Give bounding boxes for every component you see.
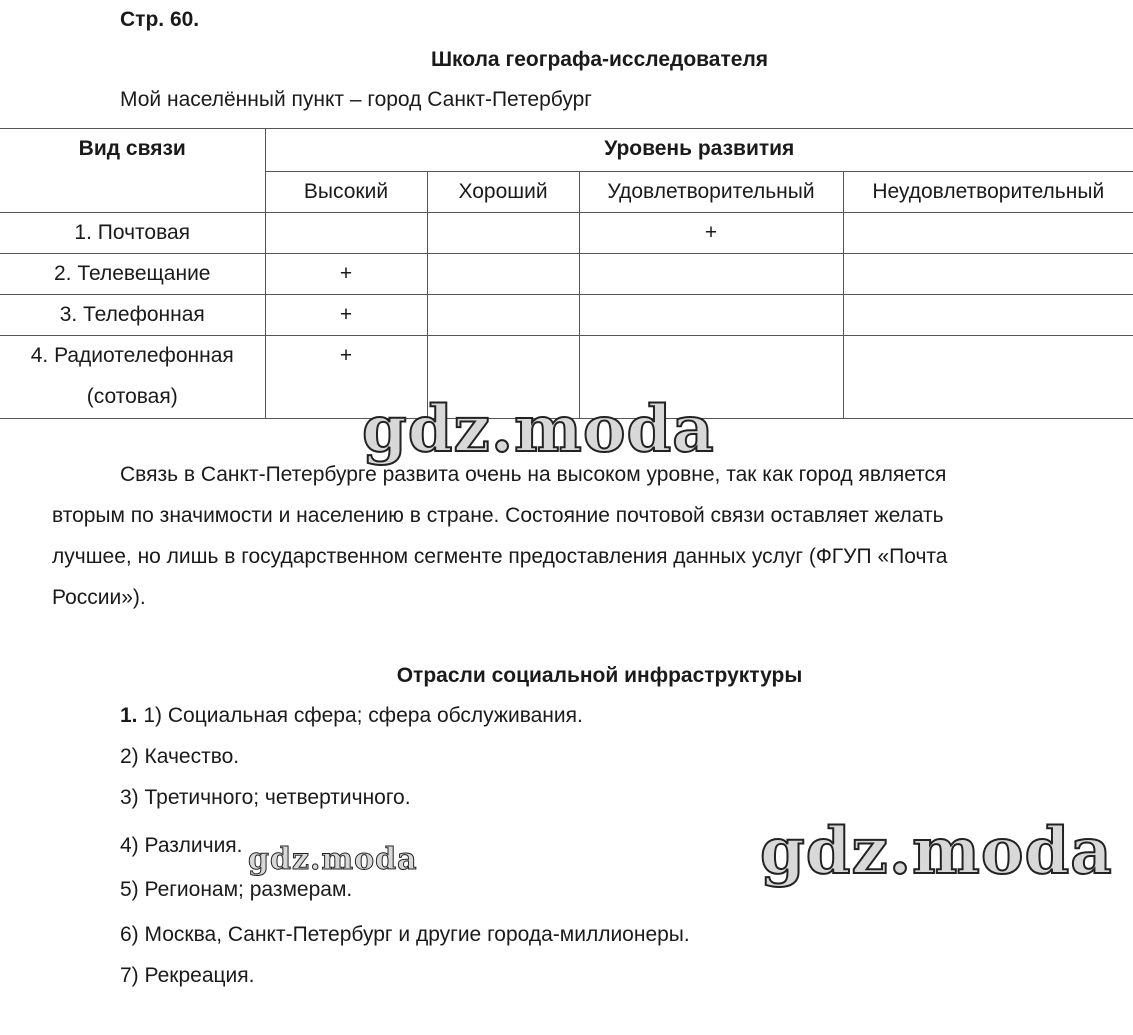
header-development-level: Уровень развития — [265, 129, 1133, 172]
watermark: gdz.moda — [362, 392, 715, 467]
row-type: 2. Телевещание — [0, 254, 265, 295]
mark-cell — [843, 336, 1133, 419]
mark-cell — [579, 295, 843, 336]
mark-cell — [265, 213, 427, 254]
mark-cell — [843, 295, 1133, 336]
row-type: 3. Телефонная — [0, 295, 265, 336]
table-row — [0, 254, 1133, 295]
list-item: 7) Рекреация. — [120, 964, 255, 987]
header-connection-type: Вид связи — [0, 129, 265, 213]
mark-cell — [427, 254, 579, 295]
list-item: 4) Различия. — [120, 834, 243, 857]
header-level-satisfactory: Удовлетворительный — [579, 172, 843, 213]
description-paragraph: Связь в Санкт-Петербурге развита очень на высоком уровне, так как город является вторым по значимости и населению в стране. Состояние почтовой связи оставляет желать лучшее, но лишь в государственном сегменте предоставления данных услуг (ФГУП «Почта России»). — [52, 463, 948, 609]
list-item: 1. 1) Социальная сфера; сфера обслуживания. — [120, 704, 583, 727]
communication-table — [0, 128, 1133, 419]
header-level-unsatisfactory: Неудовлетворительный — [843, 172, 1133, 213]
mark-cell: + — [265, 336, 427, 419]
mark-cell — [843, 213, 1133, 254]
row-type: 1. Почтовая — [0, 213, 265, 254]
list-item: 3) Третичного; четвертичного. — [120, 786, 411, 809]
intro-line: Мой населённый пункт – город Санкт-Петербург — [120, 88, 592, 111]
table-row — [0, 213, 1133, 254]
mark-cell: + — [265, 254, 427, 295]
row-type: 4. Радиотелефонная (сотовая) — [0, 336, 265, 419]
mark-cell: + — [265, 295, 427, 336]
mark-cell: + — [579, 213, 843, 254]
list-item: 6) Москва, Санкт-Петербург и другие города-миллионеры. — [120, 923, 690, 946]
watermark: gdz.moda — [248, 842, 418, 877]
mark-cell — [843, 254, 1133, 295]
header-level-good: Хороший — [427, 172, 579, 213]
mark-cell — [579, 254, 843, 295]
watermark: gdz.moda — [760, 814, 1113, 889]
list-item: 5) Регионам; размерам. — [120, 878, 353, 901]
list-item: 2) Качество. — [120, 745, 240, 768]
page-number: Стр. 60. — [120, 8, 200, 31]
mark-cell — [427, 213, 579, 254]
header-level-high: Высокий — [265, 172, 427, 213]
section-title: Школа географа-исследователя — [430, 48, 769, 71]
mark-cell — [427, 295, 579, 336]
table-row — [0, 295, 1133, 336]
section2-title: Отрасли социальной инфраструктуры — [396, 664, 803, 687]
